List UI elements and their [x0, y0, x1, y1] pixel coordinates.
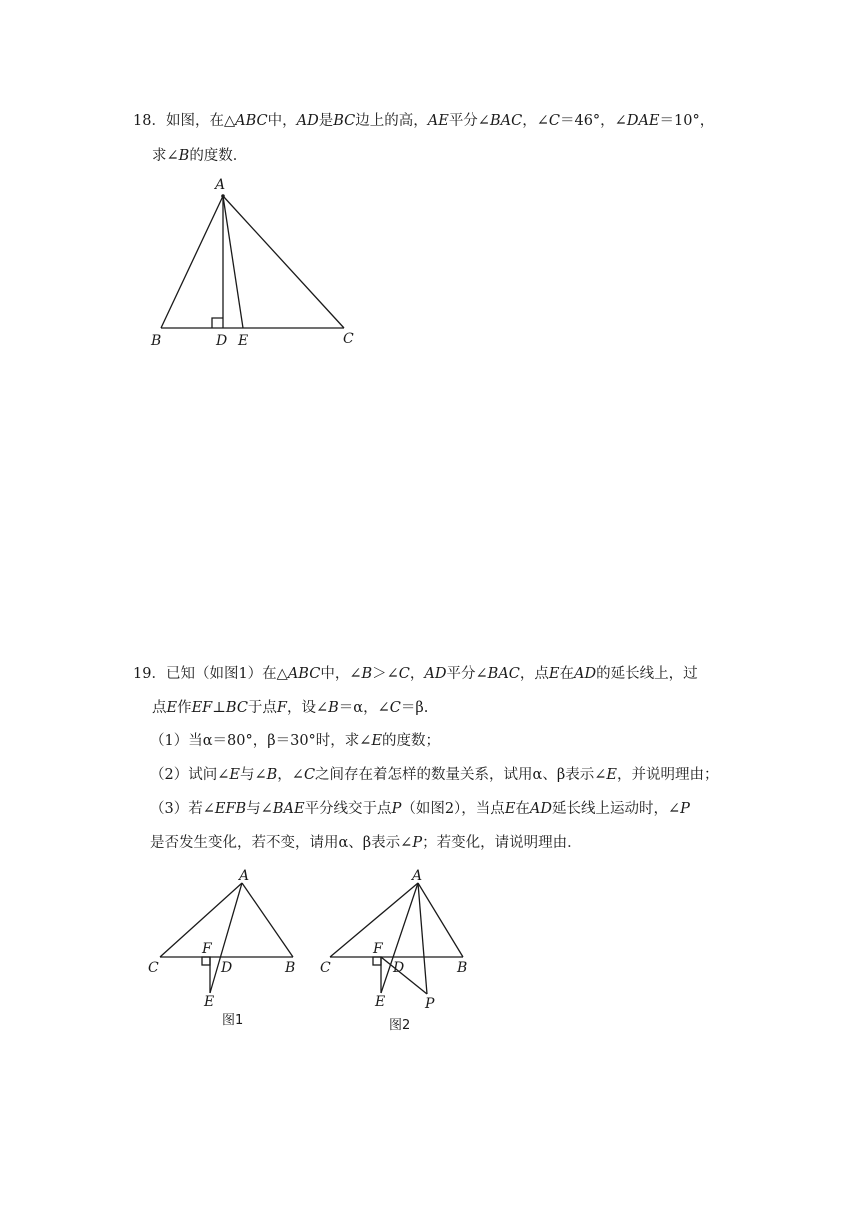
- math-variable: C: [303, 767, 316, 783]
- math-variable: E: [229, 767, 240, 783]
- math-variable: P: [680, 801, 690, 817]
- fig1-label-d: D: [221, 960, 233, 976]
- math-variable: EFB: [214, 801, 247, 817]
- text-run: 中，: [267, 113, 297, 129]
- text-run: ，∠: [277, 767, 304, 783]
- text-run: ，: [409, 666, 425, 682]
- text-run: 与∠: [239, 767, 267, 783]
- text-run: 是否发生变化，若不变，请用α、β表示∠: [150, 835, 413, 851]
- math-variable: C: [398, 666, 410, 682]
- q18-label-b: B: [151, 333, 162, 349]
- math-variable: B: [328, 700, 339, 716]
- text-run: 作: [177, 700, 192, 716]
- fig1-label-a: A: [239, 868, 250, 884]
- text-run: 的延长线上，过: [596, 666, 698, 682]
- q19-text-line-5: [150, 799, 690, 819]
- text-run: 在: [559, 666, 574, 682]
- q19-figure-1: [145, 866, 315, 1036]
- fig2-label-a: A: [412, 868, 423, 884]
- text-run: ＝46°，∠: [559, 113, 627, 129]
- q19-text-line-1: [133, 664, 698, 684]
- math-variable: E: [166, 700, 178, 716]
- text-run: 与∠: [246, 801, 273, 817]
- text-run: ，∠: [522, 113, 549, 129]
- text-run: ＞∠: [372, 666, 399, 682]
- fig1-label-e: E: [204, 994, 215, 1010]
- math-variable: AD: [574, 666, 597, 682]
- math-variable: B: [361, 666, 373, 682]
- text-run: 在: [515, 801, 530, 817]
- q18-triangle-figure: [146, 172, 386, 352]
- q19-text-line-3: [150, 731, 440, 751]
- math-variable: AD: [424, 666, 447, 682]
- text-run: 18．如图，在△: [133, 113, 236, 129]
- math-variable: B: [266, 767, 278, 783]
- text-run: ＝10°，: [659, 113, 715, 129]
- math-variable: BAC: [487, 666, 520, 682]
- math-variable: ABC: [287, 666, 321, 682]
- fig1-label-c: C: [148, 960, 159, 976]
- text-run: 于点: [247, 700, 277, 716]
- text-run: （2）试问∠: [150, 767, 230, 783]
- math-variable: BC: [333, 113, 356, 129]
- text-run: 19．已知（如图1）在△: [133, 666, 288, 682]
- q18-label-e: E: [238, 333, 249, 349]
- text-run: ⊥: [212, 700, 226, 716]
- text-run: 点: [152, 700, 167, 716]
- fig1-caption: 图1: [222, 1013, 244, 1028]
- text-run: ＝β.: [400, 700, 429, 716]
- q19-text-line-4: [150, 765, 718, 785]
- text-run: （3）若∠: [150, 801, 215, 817]
- math-variable: DAE: [626, 113, 660, 129]
- math-variable: E: [606, 767, 617, 783]
- fig2-caption: 图2: [389, 1018, 411, 1033]
- q18-label-d: D: [216, 333, 228, 349]
- text-run: （如图2），当点: [401, 801, 505, 817]
- q19-figure-2: [315, 866, 490, 1041]
- fig1-label-b: B: [285, 960, 296, 976]
- text-run: 平分线交于点: [304, 801, 392, 817]
- text-run: 延长线上运动时，∠: [552, 801, 681, 817]
- fig2-label-e: E: [375, 994, 386, 1010]
- fig1-label-f: F: [202, 941, 212, 957]
- math-variable: ABC: [235, 113, 268, 129]
- q19-text-line-2: [152, 698, 428, 718]
- math-variable: F: [276, 700, 287, 716]
- math-variable: B: [178, 148, 190, 164]
- math-variable: C: [548, 113, 560, 129]
- text-run: （1）当α＝80°，β＝30°时，求∠: [150, 733, 372, 749]
- math-variable: E: [548, 666, 560, 682]
- text-run: ，并说明理由；: [616, 767, 719, 783]
- text-run: ，点: [519, 666, 549, 682]
- math-variable: C: [389, 700, 401, 716]
- text-run: ；若变化，请说明理由．: [422, 835, 582, 851]
- q19-text-line-6: [150, 833, 582, 853]
- math-variable: E: [371, 733, 383, 749]
- math-variable: P: [412, 835, 423, 851]
- text-run: 求∠: [152, 148, 179, 164]
- fig2-label-f: F: [373, 941, 383, 957]
- fig2-label-c: C: [320, 960, 331, 976]
- text-run: ，设∠: [286, 700, 329, 716]
- math-variable: E: [504, 801, 516, 817]
- q18-label-a: A: [215, 177, 226, 193]
- math-variable: BAC: [489, 113, 523, 129]
- text-run: ＝α，∠: [338, 700, 390, 716]
- math-variable: AD: [296, 113, 319, 129]
- q18-text-line-1: [133, 111, 714, 131]
- math-variable: AE: [427, 113, 449, 129]
- q18-text-line-2: [152, 146, 247, 166]
- text-run: 之间存在着怎样的数量关系，试用α、β表示∠: [315, 767, 607, 783]
- text-run: 平分∠: [448, 113, 490, 129]
- text-run: 中，∠: [320, 666, 362, 682]
- math-variable: AD: [529, 801, 553, 817]
- math-variable: EF: [191, 700, 213, 716]
- text-run: 的度数．: [189, 148, 248, 164]
- text-run: 的度数；: [382, 733, 441, 749]
- text-run: 是: [318, 113, 334, 129]
- fig2-label-d: D: [393, 960, 405, 976]
- text-run: 平分∠: [446, 666, 488, 682]
- math-variable: BAE: [272, 801, 305, 817]
- text-run: 边上的高，: [355, 113, 428, 129]
- fig2-label-p: P: [425, 996, 435, 1012]
- q18-label-c: C: [343, 331, 354, 347]
- fig2-label-b: B: [457, 960, 468, 976]
- math-variable: P: [391, 801, 402, 817]
- math-variable: BC: [225, 700, 248, 716]
